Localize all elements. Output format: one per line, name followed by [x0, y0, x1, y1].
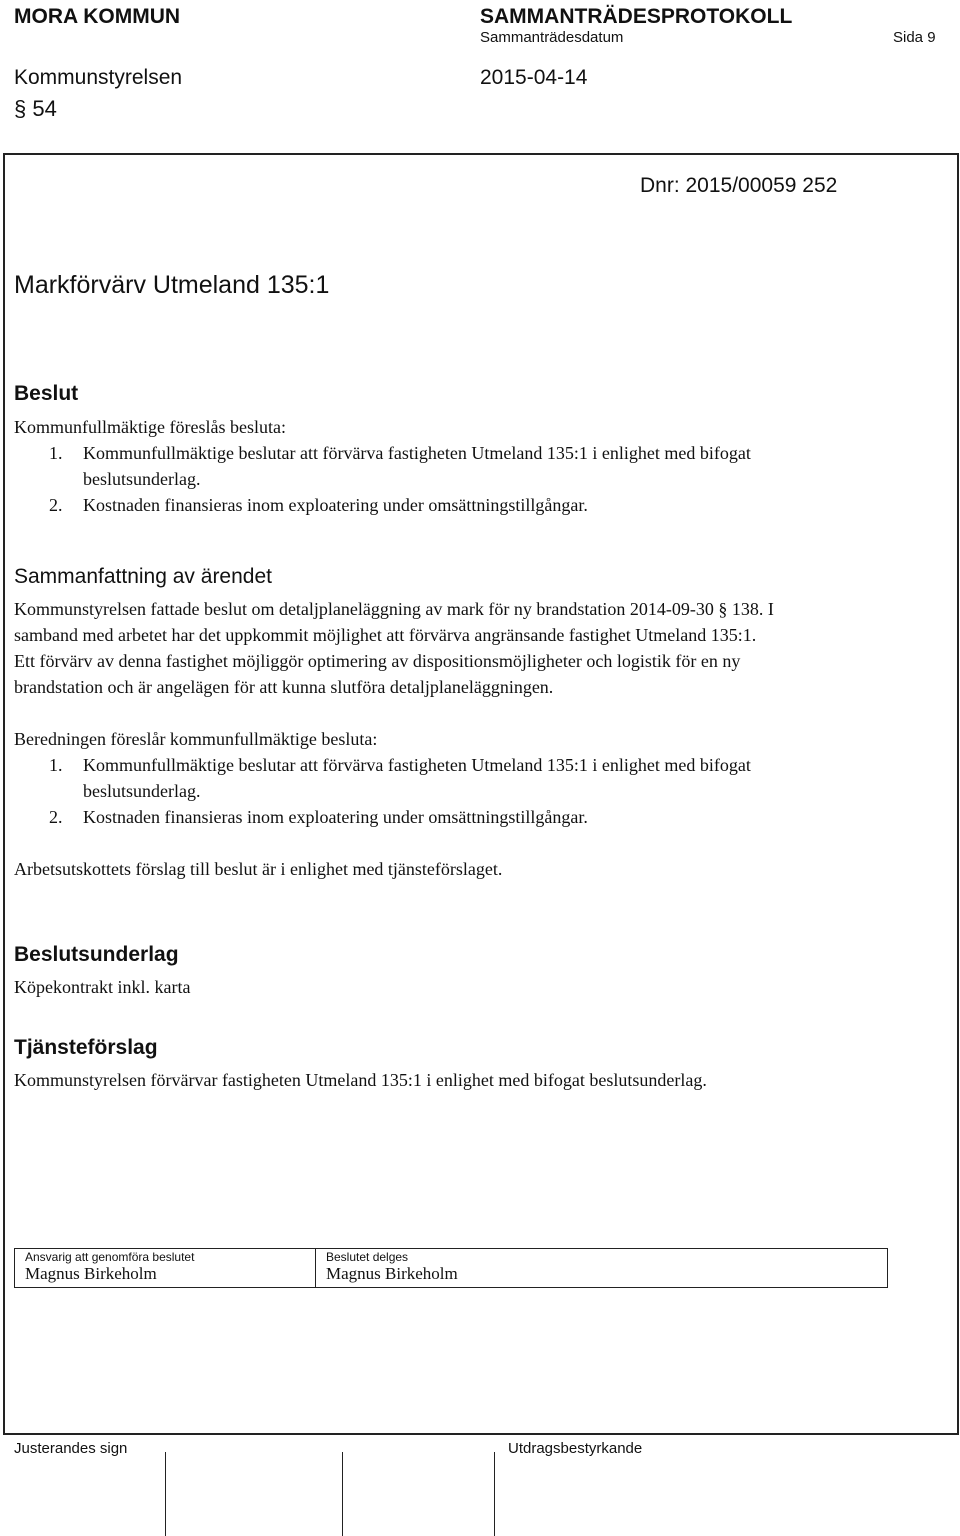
- list-item-text: Kommunfullmäktige beslutar att förvärva fastigheten Utmeland 135:1 i enlighet med bifogat: [83, 443, 751, 463]
- footer-divider: [3, 1433, 957, 1435]
- signature-divider: [342, 1452, 343, 1536]
- list-item-text-cont: beslutsunderlag.: [83, 781, 201, 801]
- meeting-date: 2015-04-14: [480, 66, 588, 89]
- summary-line: samband med arbetet har det uppkommit möjlighet att förvärva angränsande fastighet Utmeland 135:1.: [14, 625, 757, 645]
- responsibility-box: [14, 1248, 888, 1288]
- list-item: [14, 804, 751, 830]
- organization-name: MORA KOMMUN: [14, 5, 181, 28]
- committee-name: Kommunstyrelsen: [14, 66, 183, 89]
- meeting-date-label: Sammanträdesdatum: [480, 29, 624, 46]
- responsible-label: Ansvarig att genomföra beslutet: [25, 1250, 195, 1264]
- decision-list: [14, 440, 751, 518]
- delivered-value: Magnus Birkeholm: [326, 1264, 458, 1283]
- document-type: SAMMANTRÄDESPROTOKOLL: [480, 5, 793, 28]
- signature-divider: [494, 1452, 495, 1536]
- list-item-number: 1.: [49, 443, 63, 463]
- summary-line: Kommunstyrelsen fattade beslut om detaljplaneläggning av mark för ny brandstation 2014-09-30 § 138. I: [14, 599, 774, 619]
- list-item: [14, 492, 751, 518]
- list-item-text: Kostnaden finansieras inom exploatering under omsättningstillgångar.: [83, 495, 588, 515]
- responsible-cell: [15, 1249, 316, 1287]
- responsible-value: Magnus Birkeholm: [25, 1264, 157, 1283]
- list-item: [14, 752, 751, 804]
- delivered-cell: [316, 1249, 887, 1287]
- proposal-intro: Beredningen föreslår kommunfullmäktige besluta:: [14, 729, 378, 749]
- paragraph-number: § 54: [14, 96, 57, 121]
- proposal-list: [14, 752, 751, 830]
- summary-text: [14, 596, 774, 700]
- list-item-number: 2.: [49, 495, 63, 515]
- basis-heading: Beslutsunderlag: [14, 943, 179, 966]
- basis-text: Köpekontrakt inkl. karta: [14, 977, 191, 997]
- list-item-text: Kostnaden finansieras inom exploatering under omsättningstillgångar.: [83, 807, 588, 827]
- list-item-text: Kommunfullmäktige beslutar att förvärva fastigheten Utmeland 135:1 i enlighet med bifogat: [83, 755, 751, 775]
- decision-heading: Beslut: [14, 382, 79, 405]
- page-title: Markförvärv Utmeland 135:1: [14, 271, 330, 299]
- list-item-number: 1.: [49, 755, 63, 775]
- summary-line: Ett förvärv av denna fastighet möjliggör optimering av dispositionsmöjligheter och logistik för en ny: [14, 651, 741, 671]
- summary-line: brandstation och är angelägen för att kunna slutföra detaljplaneläggningen.: [14, 677, 554, 697]
- staff-proposal-heading: Tjänsteförslag: [14, 1036, 158, 1059]
- decision-intro: Kommunfullmäktige föreslås besluta:: [14, 417, 286, 437]
- list-item-text-cont: beslutsunderlag.: [83, 469, 201, 489]
- diary-number: Dnr: 2015/00059 252: [640, 174, 838, 197]
- adjusters-signature-label: Justerandes sign: [14, 1440, 128, 1457]
- list-item-number: 2.: [49, 807, 63, 827]
- delivered-label: Beslutet delges: [326, 1250, 409, 1264]
- extract-certification-label: Utdragsbestyrkande: [508, 1440, 643, 1457]
- page-number: Sida 9: [893, 29, 936, 46]
- list-item: [14, 440, 751, 492]
- signature-divider: [165, 1452, 166, 1536]
- summary-heading: Sammanfattning av ärendet: [14, 565, 272, 588]
- committee-note: Arbetsutskottets förslag till beslut är i enlighet med tjänsteförslaget.: [14, 859, 503, 879]
- staff-proposal-text: Kommunstyrelsen förvärvar fastigheten Utmeland 135:1 i enlighet med bifogat beslutsunderlag.: [14, 1070, 707, 1090]
